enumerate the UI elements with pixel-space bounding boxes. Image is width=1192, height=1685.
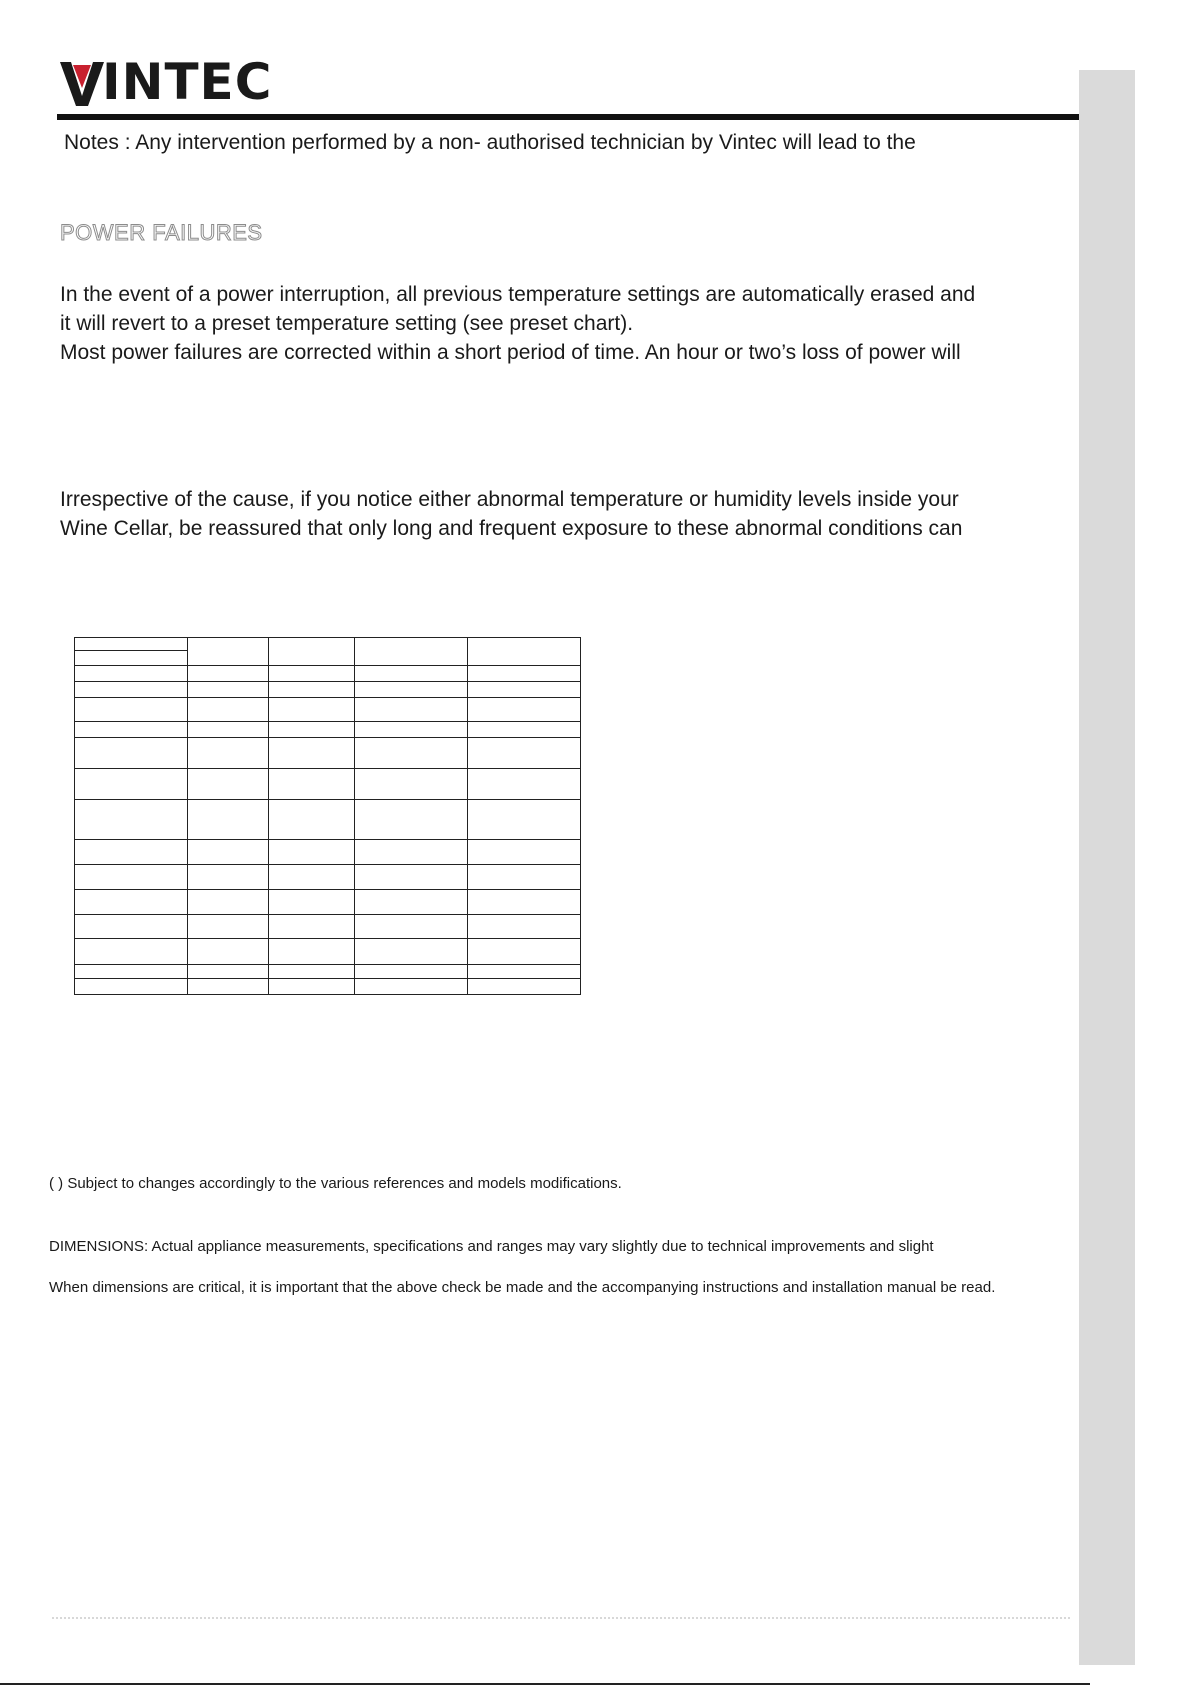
table-cell (188, 769, 269, 800)
table-cell (75, 800, 188, 840)
table-row (75, 800, 581, 840)
logo-wordmark: INTEC (102, 53, 273, 111)
table-cell (269, 965, 355, 979)
table-cell (75, 638, 188, 651)
table-cell (75, 890, 188, 915)
table-cell (188, 666, 269, 682)
table-cell (468, 682, 581, 698)
table-cell (468, 890, 581, 915)
vintec-logo (60, 53, 273, 111)
paragraph-line: Most power failures are corrected within a short period of time. An hour or two’s loss of power will (60, 341, 961, 364)
table-row (75, 769, 581, 800)
dotted-divider (52, 1617, 1070, 1619)
table-row (75, 722, 581, 738)
table-cell (269, 769, 355, 800)
table-cell (269, 915, 355, 939)
paragraph-line: Wine Cellar, be reassured that only long and frequent exposure to these abnormal conditions can (60, 517, 963, 540)
table-cell (188, 840, 269, 865)
table-cell (269, 890, 355, 915)
table-cell (75, 915, 188, 939)
table-cell (269, 738, 355, 769)
table-cell (188, 638, 269, 666)
table-cell (355, 769, 468, 800)
table-cell (468, 840, 581, 865)
table-cell (269, 666, 355, 682)
table-cell (355, 865, 468, 890)
table-row (75, 682, 581, 698)
table-cell (75, 738, 188, 769)
table-row (75, 865, 581, 890)
table-cell (75, 682, 188, 698)
table-cell (188, 979, 269, 995)
table-cell (75, 666, 188, 682)
table-cell (188, 915, 269, 939)
table-cell (188, 890, 269, 915)
table-cell (188, 865, 269, 890)
table-cell (188, 698, 269, 722)
table-cell (355, 722, 468, 738)
table-cell (468, 965, 581, 979)
power-failure-paragraph-2 (60, 485, 1060, 543)
table-cell (468, 638, 581, 666)
table-row (75, 890, 581, 915)
critical-dimensions-note: When dimensions are critical, it is important that the above check be made and the accompanying instructions and installation manual be read. (49, 1279, 996, 1296)
table-cell (75, 939, 188, 965)
table-cell (75, 722, 188, 738)
table-cell (188, 800, 269, 840)
table-cell (355, 965, 468, 979)
table-cell (355, 840, 468, 865)
table-cell (75, 979, 188, 995)
subject-to-change-note: ( ) Subject to changes accordingly to the various references and models modifications. (49, 1175, 622, 1192)
dimensions-note: DIMENSIONS: Actual appliance measurements, specifications and ranges may vary slightly due to technical improvements and slight (49, 1238, 934, 1255)
logo-v-mark (60, 62, 104, 106)
table-cell (188, 965, 269, 979)
table-cell (188, 738, 269, 769)
table-row (75, 840, 581, 865)
table-cell (269, 800, 355, 840)
header-rule (57, 114, 1121, 120)
table-cell (468, 939, 581, 965)
notes-text: Notes : Any intervention performed by a non- authorised technician by Vintec will lead to the (64, 131, 916, 154)
table-cell (355, 939, 468, 965)
table-row (75, 698, 581, 722)
table-row (75, 915, 581, 939)
table-cell (269, 840, 355, 865)
table-cell (468, 769, 581, 800)
table-cell (269, 682, 355, 698)
table-cell (269, 979, 355, 995)
table-row (75, 939, 581, 965)
table-row (75, 638, 581, 651)
section-title: POWER FAILURES (60, 220, 263, 245)
table-row (75, 738, 581, 769)
table-cell (355, 890, 468, 915)
table-cell (188, 939, 269, 965)
table-cell (355, 915, 468, 939)
side-tab-bar (1079, 70, 1135, 1665)
table-cell (468, 979, 581, 995)
table-cell (75, 840, 188, 865)
preset-chart-table (74, 637, 581, 995)
table-cell (468, 800, 581, 840)
table-cell (75, 965, 188, 979)
table-cell (355, 738, 468, 769)
table-cell (269, 865, 355, 890)
table-cell (355, 666, 468, 682)
table-cell (75, 651, 188, 666)
paragraph-line: it will revert to a preset temperature setting (see preset chart). (60, 312, 634, 335)
table-cell (188, 682, 269, 698)
table-cell (355, 638, 468, 666)
paragraph-line: Irrespective of the cause, if you notice either abnormal temperature or humidity levels inside your (60, 488, 959, 511)
table-cell (269, 722, 355, 738)
table-cell (468, 865, 581, 890)
table-cell (355, 979, 468, 995)
table-cell (468, 698, 581, 722)
table-cell (468, 666, 581, 682)
table-cell (188, 722, 269, 738)
table-cell (75, 865, 188, 890)
table-row (75, 666, 581, 682)
table-cell (468, 738, 581, 769)
table-cell (75, 698, 188, 722)
table-cell (75, 769, 188, 800)
table-cell (269, 939, 355, 965)
paragraph-line: In the event of a power interruption, all previous temperature settings are automatically erased and (60, 283, 976, 306)
table-cell (355, 682, 468, 698)
table-cell (355, 698, 468, 722)
table-cell (468, 915, 581, 939)
table-cell (355, 800, 468, 840)
power-failure-paragraph-1 (60, 280, 1060, 367)
table-row (75, 965, 581, 979)
table-cell (468, 722, 581, 738)
table-cell (269, 638, 355, 666)
table-row (75, 979, 581, 995)
table-cell (269, 698, 355, 722)
